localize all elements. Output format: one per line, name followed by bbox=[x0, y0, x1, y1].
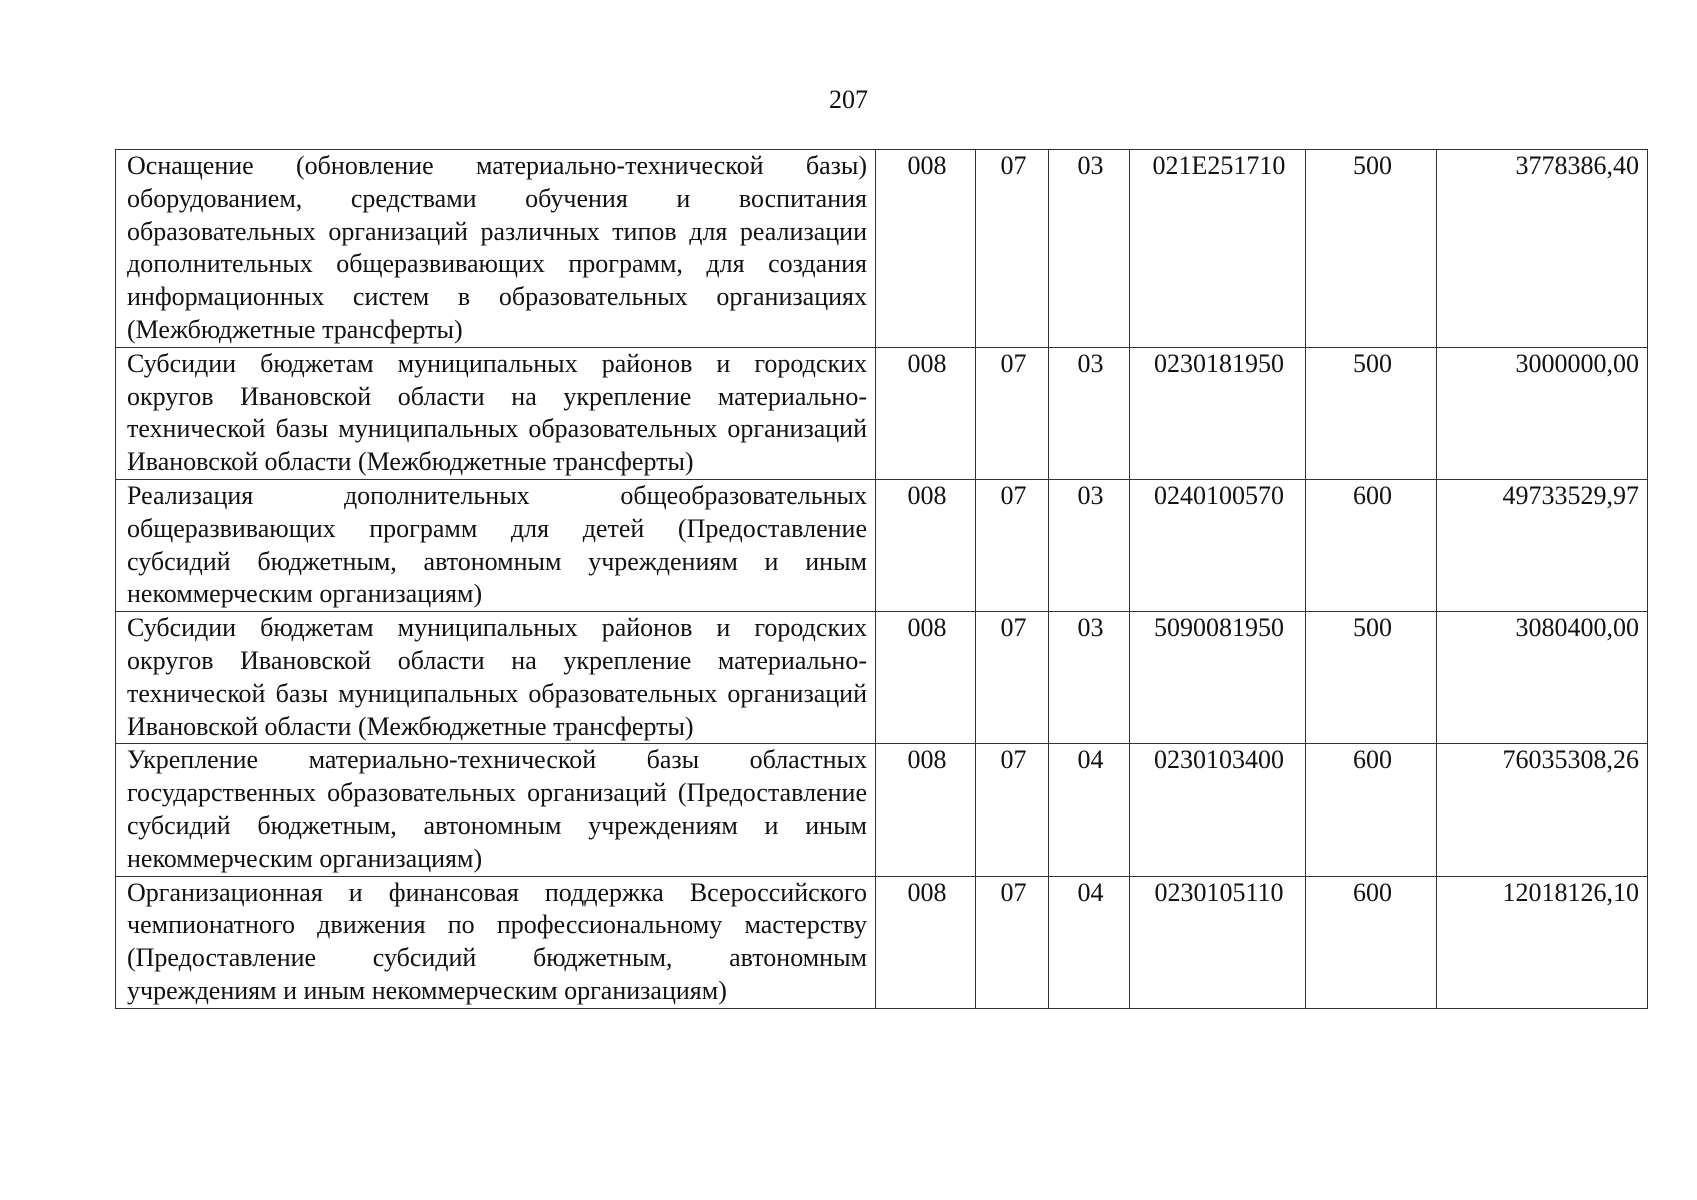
row-expense-type: 500 bbox=[1306, 150, 1437, 348]
row-expense-type: 600 bbox=[1306, 479, 1437, 611]
page-number: 207 bbox=[829, 85, 868, 114]
row-expense-type: 600 bbox=[1306, 876, 1437, 1008]
row-section-code: 07 bbox=[976, 612, 1049, 744]
row-amount: 76035308,26 bbox=[1437, 744, 1648, 876]
row-section-code: 07 bbox=[976, 150, 1049, 348]
row-target-code: 0230103400 bbox=[1130, 744, 1306, 876]
row-expense-type: 500 bbox=[1306, 612, 1437, 744]
row-ved-code: 008 bbox=[876, 744, 976, 876]
table-row bbox=[116, 876, 1648, 1008]
row-ved-code: 008 bbox=[876, 347, 976, 479]
row-subsection-code: 04 bbox=[1049, 876, 1130, 1008]
row-expense-type: 600 bbox=[1306, 744, 1437, 876]
row-subsection-code: 03 bbox=[1049, 150, 1130, 348]
table-row bbox=[116, 744, 1648, 876]
row-amount: 3778386,40 bbox=[1437, 150, 1648, 348]
row-expense-type: 500 bbox=[1306, 347, 1437, 479]
row-subsection-code: 03 bbox=[1049, 347, 1130, 479]
budget-table bbox=[115, 149, 1648, 1009]
row-section-code: 07 bbox=[976, 744, 1049, 876]
row-description: Реализация дополнительных общеобразовательных общеразвивающих программ для детей (Предоставление субсидий бюджетным, автономным учреждениям и иным некоммерческим организациям) bbox=[116, 479, 876, 611]
table-row bbox=[116, 150, 1648, 348]
row-amount: 12018126,10 bbox=[1437, 876, 1648, 1008]
row-target-code: 5090081950 bbox=[1130, 612, 1306, 744]
row-ved-code: 008 bbox=[876, 150, 976, 348]
row-description: Субсидии бюджетам муниципальных районов и городских округов Ивановской области на укрепление материально-технической базы муниципальных образовательных организаций Ивановской области (Межбюджетные трансферты) bbox=[116, 612, 876, 744]
row-description: Субсидии бюджетам муниципальных районов и городских округов Ивановской области на укрепление материально-технической базы муниципальных образовательных организаций Ивановской области (Межбюджетные трансферты) bbox=[116, 347, 876, 479]
row-target-code: 021E251710 bbox=[1130, 150, 1306, 348]
row-description: Организационная и финансовая поддержка Всероссийского чемпионатного движения по профессиональному мастерству (Предоставление субсидий бюджетным, автономным учреждениям и иным некоммерческим организациям) bbox=[116, 876, 876, 1008]
row-amount: 49733529,97 bbox=[1437, 479, 1648, 611]
row-ved-code: 008 bbox=[876, 479, 976, 611]
row-amount: 3000000,00 bbox=[1437, 347, 1648, 479]
row-description: Укрепление материально-технической базы областных государственных образовательных организаций (Предоставление субсидий бюджетным, автономным учреждениям и иным некоммерческим организациям) bbox=[116, 744, 876, 876]
row-section-code: 07 bbox=[976, 876, 1049, 1008]
table-row bbox=[116, 479, 1648, 611]
table-row bbox=[116, 612, 1648, 744]
row-ved-code: 008 bbox=[876, 612, 976, 744]
row-target-code: 0230105110 bbox=[1130, 876, 1306, 1008]
row-amount: 3080400,00 bbox=[1437, 612, 1648, 744]
row-section-code: 07 bbox=[976, 479, 1049, 611]
row-description: Оснащение (обновление материально-технической базы) оборудованием, средствами обучения и воспитания образовательных организаций различных типов для реализации дополнительных общеразвивающих программ, для создания информационных систем в образовательных организациях (Межбюджетные трансферты) bbox=[116, 150, 876, 348]
row-subsection-code: 03 bbox=[1049, 479, 1130, 611]
table-row bbox=[116, 347, 1648, 479]
row-subsection-code: 04 bbox=[1049, 744, 1130, 876]
row-target-code: 0240100570 bbox=[1130, 479, 1306, 611]
row-ved-code: 008 bbox=[876, 876, 976, 1008]
row-section-code: 07 bbox=[976, 347, 1049, 479]
row-target-code: 0230181950 bbox=[1130, 347, 1306, 479]
row-subsection-code: 03 bbox=[1049, 612, 1130, 744]
